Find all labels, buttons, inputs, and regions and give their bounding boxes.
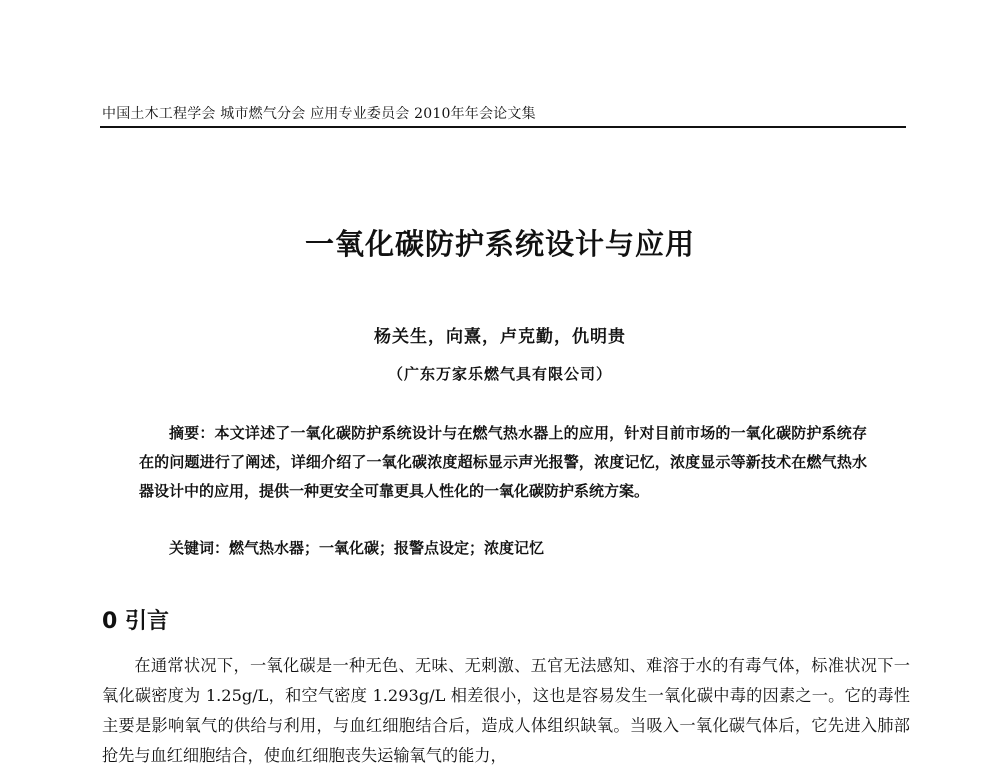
paper-title: 一氧化碳防护系统设计与应用 bbox=[304, 227, 695, 261]
abstract-label: 摘要： bbox=[169, 424, 215, 442]
affiliation: （广东万家乐燃气具有限公司） bbox=[387, 365, 612, 383]
author-list: 杨关生，向熹，卢克勤，仇明贵 bbox=[374, 327, 626, 347]
keywords-label: 关键词： bbox=[169, 539, 230, 557]
abstract-text: 本文详述了一氧化碳防护系统设计与在燃气热水器上的应用，针对目前市场的一氧化碳防护系统存在的问题进行了阐述，详细介绍了一氧化碳浓度超标显示声光报警，浓度记忆，浓度显示等新技术在燃气热水器设计中的应用，提供一种更安全可靠更具人性化的一氧化碳防护系统方案。 bbox=[139, 424, 867, 500]
keywords-block bbox=[169, 537, 544, 558]
keywords-text: 燃气热水器；一氧化碳；报警点设定；浓度记忆 bbox=[229, 539, 545, 557]
body-paragraph: 在通常状况下，一氧化碳是一种无色、无味、无刺激、五官无法感知、难溶于水的有毒气体，标准状况下一氧化碳密度为 1.25g/L，和空气密度 1.293g/L 相差很小，这也是容易发生一氧化碳中毒的因素之一。它的毒性主要是影响氧气的供给与利用，与血红细胞结合后，造成人体组织缺氧。当吸入一氧化碳气体后，它先进入肺部抢先与血红细胞结合，使血红细胞丧失运输氧气的能力， bbox=[102, 656, 910, 765]
section-heading: 0 引言 bbox=[102, 609, 169, 634]
header-rule bbox=[100, 126, 906, 128]
abstract-block bbox=[139, 419, 867, 506]
running-header: 中国土木工程学会 城市燃气分会 应用专业委员会 2010年年会论文集 bbox=[102, 106, 536, 122]
